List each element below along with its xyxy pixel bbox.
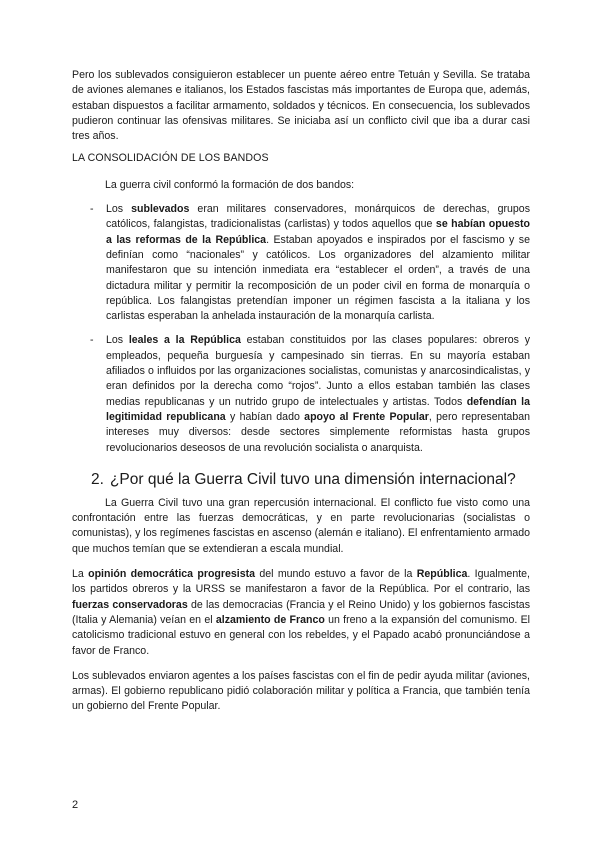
dash-marker: - xyxy=(90,334,94,347)
section-heading-consolidacion: LA CONSOLIDACIÓN DE LOS BANDOS xyxy=(72,152,269,165)
intro-paragraph: Pero los sublevados consiguieron establecer un puente aéreo entre Tetuán y Sevilla. Se trataba de aviones alemanes e italianos, los Estados fascistas más importantes de Europa que, además, estaban dispuestos a facilitar armamento, soldados y técnicos. En consecuencia, los sublevados pudieron continuar las ofensivas militares. Se iniciaba así un conflicto civil que iba a durar casi tres años. xyxy=(72,69,530,143)
bullet-leales xyxy=(72,333,530,455)
bullet-text: Los leales a la República estaban constituidos por las clases populares: obreros y empleados, pequeña burguesía y campesinado sin tierras. En su mayoría estaban afiliados o influidos por las organizaciones socialistas, comunistas y anarcosindicalistas, y eran definidos por la derecha como “rojos”. Junto a ellos estaban también las clases medias republicanas y un nutrido grupo de intelectuales y artistas. Todos defendían la legitimidad republicana y habían dado apoyo al Frente Popular, pero representaban intereses muy diversos: desde sectores simplemente reformistas hasta grupos revolucionarios deseosos de una revolución socialista o anarquista. xyxy=(106,334,530,454)
section-title-internacional: 2. ¿Por qué la Guerra Civil tuvo una dimensión internacional? xyxy=(91,470,516,488)
dash-marker: - xyxy=(90,203,94,216)
paragraph-agentes: Los sublevados enviaron agentes a los países fascistas con el fin de pedir ayuda militar (aviones, armas). El gobierno republicano pidió colaboración militar y política a Francia, que también tenía un gobierno del Frente Popular. xyxy=(72,669,530,713)
paragraph-opinion: La opinión democrática progresista del mundo estuvo a favor de la República. Igualmente, los partidos obreros y la URSS se manifestaron a favor de la República. Por el contrario, las fuerzas conservadoras de las democracias (Francia y el Reino Unido) y los gobiernos fascistas (Italia y Alemania) veían en el alzamiento de Franco un freno a la expansión del comunismo. El catolicismo tradicional estuvo en general con los rebeldes, y el Papado acabó pronunciándose a favor de Franco. xyxy=(72,568,530,657)
bullet-text: Los sublevados eran militares conservadores, monárquicos de derechas, grupos católicos, falangistas, tradicionalistas (carlistas) y todos aquellos que se habían opuesto a las reformas de la República. Estaban apoyados e inspirados por el fascismo y se definían como “nacionales” y católicos. Los organizadores del alzamiento militar manifestaron que su intención inmediata era “establecer el orden”, a través de una dictadura militar y permitir la recomposición de un poder civil en forma de monarquía o república. Los falangistas pretendían imponer un régimen fascista a la italiana y los carlistas esperaban la anhelada instauración de la monarquía carlista. xyxy=(106,203,530,323)
page-body xyxy=(72,68,530,715)
bullet-sublevados xyxy=(72,202,530,324)
paragraph-repercusion: La Guerra Civil tuvo una gran repercusión internacional. El conflicto fue visto como una confrontación entre las fuerzas democráticas, y en parte revolucionarias (socialistas o comunistas), y los regímenes fascistas en ascenso (alemán e italiano). El enfrentamiento armado que muchos temían que se extendieran a escala mundial. xyxy=(72,496,530,555)
section-lead: La guerra civil conformó la formación de dos bandos: xyxy=(105,178,355,191)
page-number: 2 xyxy=(72,799,79,811)
